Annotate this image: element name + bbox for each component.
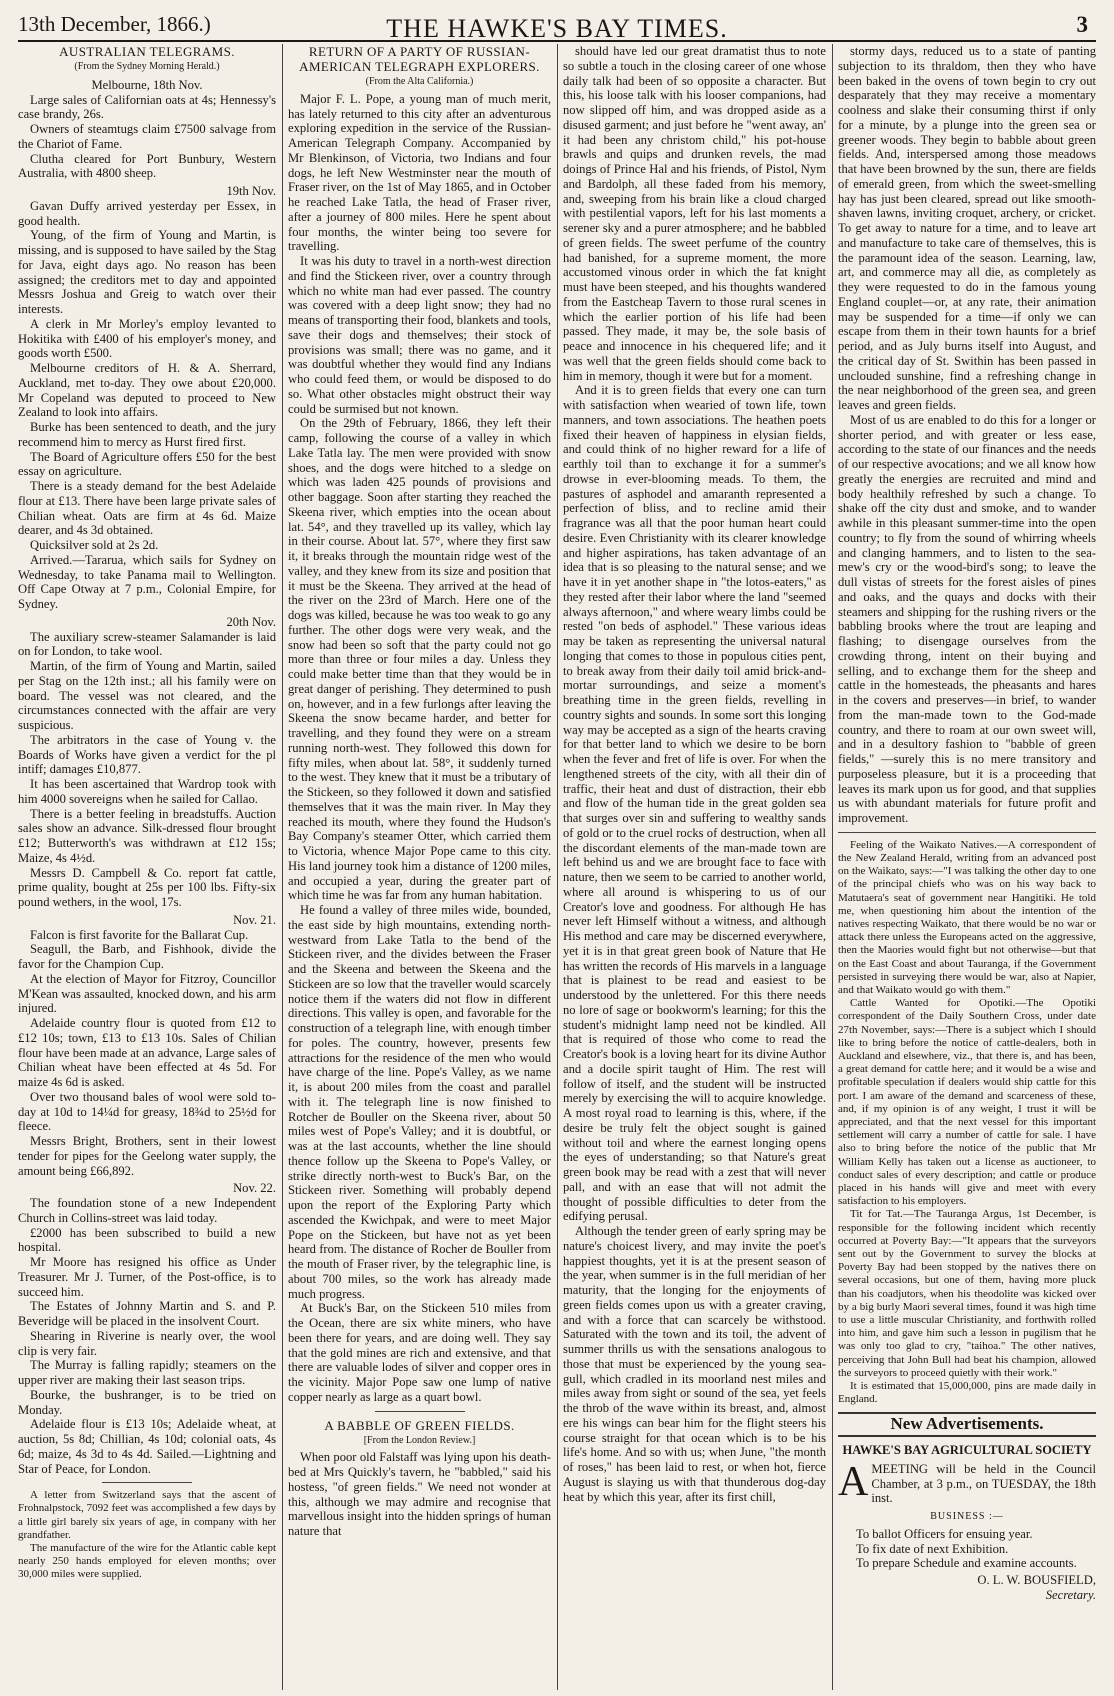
article-body — [838, 44, 1096, 826]
article-body — [563, 44, 826, 1504]
separator — [375, 1411, 465, 1412]
column-rule — [557, 44, 558, 1690]
paragraph: Melbourne creditors of H. & A. Sherrard, Auckland, met to-day. They owe about £20,000. Mr Copeland was deputed to proceed to New Zealand to look into affairs. — [18, 361, 276, 420]
paragraph: Gavan Duffy arrived yesterday per Essex, in good health. — [18, 198, 276, 228]
dateline: 20th Nov. — [226, 614, 276, 629]
signature-role: Secretary. — [1045, 1587, 1096, 1602]
paragraph: Tit for Tat.—The Tauranga Argus, 1st December, is responsible for the following incident which recently occurred at Poverty Bay:—"It appears that the surveyors sent out by the Government to survey the blocks at Poverty Bay had been stopped by the natives there on several occasions, but one of them, having more pluck than his coadjutors, when his theodolite was kicked over by a big burly Maori several times, found it was high time to use a little muscular Christianity, and forthwith rolled into him, and gave him such a lesson in pugilism that he was only too glad to cry, "taihoa." The other natives, perceiving that John Bull had beat his champion, allowed the surveyors to proceed quietly with their work." — [838, 1208, 1096, 1379]
signature: O. L. W. BOUSFIELD, — [977, 1573, 1096, 1588]
paragraph: To fix date of next Exhibition. — [856, 1541, 1009, 1556]
paragraph: Bourke, the bushranger, is to be tried on Monday. — [18, 1387, 276, 1417]
column-1 — [18, 44, 276, 1690]
paragraph: There is a better feeling in breadstuffs. Auction sales show an advance. Silk-dressed flour brought £12; Butterworth's was withdrawn at £12 15s; Maize, 4s 4½d. — [18, 806, 276, 865]
separator — [102, 1482, 192, 1483]
paragraph: Adelaide flour is £13 10s; Adelaide wheat, at auction, 5s 8d; Chillian, 4s 10d; colonial oats, 4s 6d; maize, 4s 3d to 4s 4d. Sailed.—Lightning and Star of Peace, for London. — [18, 1417, 276, 1476]
paragraph: stormy days, reduced us to a state of panting subjection to its thraldom, then they who have been baked in the ovens of town begin to cry out desparately that they may receive a momentary coolness and slake their consuming thirst if only for a minute, by a plunge into the green sea or greener woods. They begin to babble about green fields. And, interspersed among those meadows that have been browned by the sun, there are fields of emerald green, from which the sweet-smelling hay has just been cleared, spread out like smooth-shaven lawns, inviting croquet, archery, or cricket. To get away to nature for a time, and to leave art and manufacture to take care of themselves, this is the paramount idea of the season. Learning, law, art, and commerce may all die, as completely as they were requested to do in the famous young England couplet—or, at any rate, their animation may be suspended for a time—if only we can escape from them in their town haunts for a brief period, and as July burns itself into August, and the critical day of St. Swithin has been passed in unclouded sunshine, find a refreshing change in the near neighborhood of the green sea, and green leaves and green fields. — [838, 44, 1096, 412]
paragraph: Quicksilver sold at 2s 2d. — [30, 538, 159, 552]
paragraph: Owners of steamtugs claim £7500 salvage from the Chariot of Fame. — [18, 122, 276, 151]
column-4 — [838, 44, 1096, 1690]
paragraph: To ballot Officers for ensuing year. — [856, 1526, 1033, 1541]
article-heading: AUSTRALIAN TELEGRAMS. — [59, 44, 235, 59]
paragraph: Burke has been sentenced to death, and the jury recommend him to mercy as Hurst fired first. — [18, 420, 276, 449]
column-2 — [288, 44, 551, 1690]
advertisement-body — [838, 1458, 1096, 1603]
paragraph: Major F. L. Pope, a young man of much merit, has lately returned to this city after an adventurous exploring expedition in the service of the Russian-American Telegraph Company. Accompanied by Mr Blenkinson, of Victoria, two Indians and four dogs, he left New Westminster near the mouth of Fraser river, on the 1st of May 1865, and in October he reached Lake Tatla, the head of Fraser river, after a journey of 800 miles. Here he spent about four months, the winter being too severe for travelling. — [288, 91, 551, 254]
news-items — [18, 93, 276, 182]
dateline: Melbourne, 18th Nov. — [91, 77, 203, 92]
issue-date: 13th December, 1866.) — [18, 12, 211, 36]
paragraph: At the election of Mayor for Fitzroy, Councillor M'Kean was assaulted, knocked down, and his arm injured. — [18, 971, 276, 1016]
advertisements-banner: New Advertisements. — [838, 1412, 1096, 1437]
paragraph: The arbitrators in the case of Young v. the Boards of Works have given a verdict for the pl intiff; damages £10,877. — [18, 732, 276, 777]
paragraph: On the 29th of February, 1866, they left their camp, following the course of a valley in which Lake Tatla lay. The men were provided with snow shoes, and the dogs were hitched to a sledge on which was laden 425 pounds of provisions and other baggage. Soon after starting they reached the Skeena river, which empties into the ocean about lat. 54°, and they travelled up its valley, which lay in their course. About lat. 57°, where they first saw it, it breaks through the mountain ridge west of the valley, and they knew from its size and position that it must be the Skeena. They arrived at the head of the river on the 23rd of March. Here one of the dogs was killed, because he was too weak to go any further. The other dogs were very weak, and the snow had been so soft that the party could not go more than three or four miles a day. Unless they could make better time than that they would be in great danger of perishing. They determined to push on, however, and in a few furlongs after leaving the Skeena the snow became harder, and better for travelling, and they found they were on a stream running north-west. They followed this down for fifty miles, when about lat. 58°, it suddenly turned to the west. They knew that it must be a tributary of the Stickeen, so they followed it down and satisfied themselves that it was the main river. In May they reached its mouth, where they found the Hudson's Bay Company's steamer Otter, which carried them to Victoria, whence Major Pope came to this city. His land journey took him a distance of 1200 miles, and occupied a year, during the greater part of which time he was far from any human habitation. — [288, 416, 551, 903]
paragraph: Martin, of the firm of Young and Martin, sailed per Stag on the 12th inst.; all his family were on board. The vessel was not cleared, and the circumstances connected with the affair are very suspicious. — [18, 659, 276, 732]
paragraph: Mr Moore has resigned his office as Under Treasurer. Mr J. Turner, of the Post-office, is to succeed him. — [18, 1255, 276, 1299]
paragraph: Arrived.—Tararua, which sails for Sydney on Wednesday, to take Panama mail to Wellington. Off Cape Otway at 7 p.m., Colonial Empire, for Sydney. — [18, 552, 276, 611]
article-heading: A BABBLE OF GREEN FIELDS. — [324, 1417, 515, 1433]
separator — [838, 832, 1096, 833]
paragraph: At Buck's Bar, on the Stickeen 510 miles from the Ocean, there are six white miners, who have been there for years, and are doing well. They say that the gold mines are rich and extensive, and that there are valuable lodes of silver and copper ores in the vicinity. Major Pope saw one lump of native copper nearly as large as a quart bowl. — [288, 1301, 551, 1404]
dateline: Nov. 21. — [233, 912, 276, 927]
news-items — [18, 928, 276, 1179]
paragraph: The manufacture of the wire for the Atlantic cable kept nearly 250 hands employed for eleven months; over 30,000 miles were supplied. — [18, 1542, 276, 1581]
advertisement-text: MEETING will be held in the Council Chamber, at 3 p.m., on TUESDAY, the 18th inst. — [871, 1461, 1096, 1506]
brief-notes — [838, 839, 1096, 1407]
column-rule — [282, 44, 283, 1690]
paragraph: It is estimated that 15,000,000, pins are made daily in England. — [838, 1380, 1096, 1406]
business-items — [838, 1527, 1096, 1571]
business-label: BUSINESS :— — [930, 1511, 1004, 1523]
page-number: 3 — [1076, 12, 1088, 37]
dateline: Nov. 22. — [233, 1181, 276, 1196]
paragraph: Although the tender green of early spring may be nature's choicest livery, and may invite the poet's happiest thoughts, yet it is at the present season of the year, when summer is in the full meridian of her maturity, that the longing for the enjoyments of green fields comes upon us with a greater craving, and with a force that can scarcely be withstood. Saturated with the town and its toil, the advent of summer thrills us with the sensations analogous to those that must be experienced by the young sea-gull, which cradled in its moorland nest miles and miles away from sight or sound of the sea, yet feels the throb of the wave within its breast, and, almost ere his wings can bear him for the flight steers his course straight for that ocean which is to be his life's home. And so with us; when June, "the month of roses," has been laid to rest, or when hot, fierce August is slaying us with that thunderous dog-day heat by which this year, after its first chill, — [563, 1224, 826, 1504]
news-items — [18, 199, 276, 612]
paragraph: The foundation stone of a new Independent Church in Collins-street was laid today. — [18, 1196, 276, 1225]
column-3 — [563, 44, 826, 1690]
paragraph: Cattle Wanted for Opotiki.—The Opotiki correspondent of the Daily Southern Cross, under date 27th November, says:—There is a subject which I should like to bring before the notice of cattle-dealers, both in Auckland and elsewhere, viz., that there is, and has been, a great demand for cattle here; and it would be a wise and profitable speculation if dealers would ship cattle for this port. I am aware of the demand and scarceness of these, and, if my opinion is of any weight, I trust it will be appreciated, and that the next vessel for this important settlement will carry a number of cattle for sale. I have also to bring before the notice of the public that Mr William Kelly has taken out a license as auctioneer, to conduct sales of every description; and cattle or produce placed in his hands will give and meet with every satisfaction to his employers. — [838, 997, 1096, 1208]
paragraph: Young, of the firm of Young and Martin, is missing, and is supposed to have sailed by the Stag for Java, eight days ago. No reason has been assigned; the creditors met to day and appointed Messrs Joshua and Greig to watch over their interests. — [18, 228, 276, 316]
paragraph: Feeling of the Waikato Natives.—A correspondent of the New Zealand Herald, writing from an advanced post on the Waikato, says:—"I was talking the other day to one of the principal chiefs who was on his way back to Matutaera's seat of government near Hangitiki. He told me, when questioning him about the intention of the natives respecting Waikato, that there would be no war or attack there unless the Europeans acted on the aggressive, then the Maories would fight but not otherwise—but that on the East Coast and about Tauranga, if the Government persisted in surveying there would be war, also at Napier, and that Waikato would go with them." — [838, 838, 1096, 996]
article-source: [From the London Review.] — [363, 1434, 476, 1446]
paragraph: There is a steady demand for the best Adelaide flour at £13. There have been large private sales of Chilian wheat. Oats are firm at 4s 6d. Maize dearer, and 4s 3d obtained. — [18, 479, 276, 538]
article-body — [288, 92, 551, 1405]
paragraph: Large sales of Californian oats at 4s; Hennessy's case brandy, 26s. — [18, 92, 276, 122]
paragraph: The Estates of Johnny Martin and S. and P. Beveridge will be placed in the insolvent Court. — [18, 1299, 276, 1328]
newspaper-title: THE HAWKE'S BAY TIMES. — [386, 14, 728, 43]
drop-cap: A — [838, 1458, 869, 1505]
paragraph: A letter from Switzerland says that the ascent of Frohnalpstock, 7092 feet was accomplished a few days by a little girl barely six years of age, in company with her grandfather. — [18, 1489, 276, 1541]
paragraph: Seagull, the Barb, and Fishhook, divide the favor for the Champion Cup. — [18, 942, 276, 971]
paragraph: The auxiliary screw-steamer Salamander is laid on for London, to take wool. — [18, 629, 276, 659]
paragraph: Falcon is first favorite for the Ballarat Cup. — [30, 927, 249, 942]
dateline: 19th Nov. — [226, 184, 276, 198]
news-items — [18, 630, 276, 910]
paragraph: A clerk in Mr Morley's employ levanted to Hokitika with £400 of his employer's money, and goods worth £500. — [18, 316, 276, 361]
paragraph: The Murray is falling rapidly; steamers on the upper river are making their last season trips. — [18, 1358, 276, 1387]
paragraph: To prepare Schedule and examine accounts. — [856, 1556, 1077, 1571]
paragraph: Messrs D. Campbell & Co. report fat cattle, prime quality, bought at 25s per 100 lbs. Fifty-six pound wethers, in the wool, 17s. — [18, 865, 276, 909]
paragraph: should have led our great dramatist thus to note so subtle a touch in the closing career of one whose daily talk had been of so opposite a character. But this, his loose talk with his looser companions, had now slipped off him, and was dropped aside as a disused garment; and just before he "went away, an' it had been any christom child," his pot-house brawls and quips and drunken revels, the mad doings of Prince Hal and his friends, of Pistol, Nym and Bardolph, all these faded from his memory, and, sweeping from his brain like a cloud charged with pestilential vapors, left for his last moments a serener sky and a purer atmosphere; and he babbled of green fields. The sweet perfume of the country had banished, for a supreme moment, the more accustomed vinous order in which the fat knight must have been steeped, and his thoughts wandered from the Eastcheap Tavern to those rural scenes in which the earlier portion of his life had been passed. They made, it may be, the sole basis of peace and innocence in his chequered life; and it was well that the green fields should come back to him in memory, though it were but for a moment. — [563, 44, 826, 383]
article-body — [288, 1450, 551, 1539]
paragraph: Shearing in Riverine is nearly over, the wool clip is very fair. — [18, 1328, 276, 1358]
article-heading: RETURN OF A PARTY OF RUSSIAN-AMERICAN TELEGRAPH EXPLORERS. — [299, 44, 540, 74]
masthead — [18, 6, 1096, 42]
paragraph: £2000 has been subscribed to build a new hospital. — [18, 1225, 276, 1255]
paragraph: Over two thousand bales of wool were sold to-day at 10d to 14¼d for greasy, 18¾d to 25½d for fleece. — [18, 1089, 276, 1134]
advertisement-heading: HAWKE'S BAY AGRICULTURAL SOCIETY — [842, 1443, 1092, 1458]
paragraph: Messrs Bright, Brothers, sent in their lowest tender for pipes for the Geelong water supply, the amount being £66,892. — [18, 1134, 276, 1178]
news-items — [18, 1196, 276, 1476]
paragraph: It has been ascertained that Wardrop took with him 4000 sovereigns when he sailed for Callao. — [18, 777, 276, 806]
paragraph: Adelaide country flour is quoted from £12 to £12 10s; town, £13 to £13 10s. Sales of Chilian flour have been made at an advance, Large sales of Chilian wheat have been effected at 4s 5d. For maize 4s 6d is asked. — [18, 1016, 276, 1089]
brief-notes — [18, 1489, 276, 1581]
paragraph: It was his duty to travel in a north-west direction and find the Stickeen river, over a country through which no white man had ever passed. The country was covered with a deep light snow; they had no means of transporting their food, blankets and tools, save their dogs and themselves; their stock of provisions was small; there was no game, and it was doubtful whether they would find any Indians who could feed them, or would be disposed to do so. What other obstacles might obstruct their way could be surmised but not known. — [288, 254, 551, 416]
paragraph: He found a valley of three miles wide, bounded, the east side by high mountains, extending north-westward from Lake Tatla to the bend of the Stickeen river, and the divides between the Fraser and the Skeena and between the Skeena and the Stickeen are so low that the traveller would scarcely notice them if the waters did not flow in different directions. This valley is open, and favorable for the construction of a telegraph line, with enough timber for poles. The country, however, presents few attractions for the residence of the men who would have charge of the line. Pope's Valley, as we name it, is about 200 miles from the coast and parallel with it. The telegraph line is now finished to Rotcher de Bouller on the Skeena river, about 50 miles west of Pope's Valley; and it is doubtful, or was at the last accounts, whether the line should thence follow up the Skeena to Pope's Valley, or strike directly north-west to Buck's Bar, on the Stickeen river. Something will probably depend upon the report of the Exploring Party which ascended the Kwichpak, and were to meet Major Pope on the Stickeen, but have not as yet been heard from. The distance of Rocher de Bouller from the mouth of Fraser river, by the telegraphic line, is about 700 miles, so the work has already made much progress. — [288, 903, 551, 1301]
paragraph: The Board of Agriculture offers £50 for the best essay on agriculture. — [18, 449, 276, 479]
paragraph: And it is to green fields that every one can turn with satisfaction when wearied of town life, town manners, and town associations. The heathen poets fixed their heaven of happiness in elysian fields, and could think of no higher reward for a life of earthly toil than to exchange it for a summer's drowse in ever-blooming meads. To them, the pastures of asphodel and amaranth represented a perfection of bliss, and to recline amid their fragrance was all that the poor human heart could desire. Even Christianity with its clearer knowledge and higher aspirations, has taken advantage of an idea that is so pleasing to the natural sense; and we have it in yet another shape in "the lotos-eaters," as they rested after their labor where the land "seemed always afternoon," and where weary limbs could be rested "on beds of asphodel." These various ideas may be taken as representing the universal natural longing that comes to those in populous cities pent, to break away from their daily toil amid brick-and-mortar surroundings, and seize a moment's breathing time in the green fields, revelling in country sights and sounds. In some sort this longing way may be accepted as a sign of the hearts craving for that better land to which we desire to be born when the fever and fret of life is over. For when the lengthened streets of the city, with all their din of traffic, their heat and dust of distraction, their ebb and flow of the human tide in the great golden sea that surges over sin and suffering to wealthy sands of gold or to the cruel rocks of destruction, when all the discordant elements of the man-made town are left behind us and we are brought face to face with nature, then we seem to be carried to another world, where all around is whispering to us of our Creator's love and goodness. For although He has never left Himself without a witness, and although His method and care may be discerned everywhere, yet it is in that great green book of Nature that He has written the records of His marvels in a language that is plainest to be read and easiest to be understood by the unlettered. For this there needs no lore of sage or bookworm's learning; for this the student's midnight lamp need not be kindled. All that is required of those who come to read the Creator's book is a loving heart for its divine Author and a docile spirit taught of Him. The rest will follow of itself, and the student will be instructed merely by exercising the will to acquire knowledge. A most royal road to learning is this, where, if the desire be truly felt the object sought is gained without toil and where the earnest longing opens the eyes of understanding; so that Nature's great green book may be read with a zest that will never pall, and with an ease that will not admit the thought of possible difficulties to deter from the edifying perusal. — [563, 383, 826, 1224]
paragraph: When poor old Falstaff was lying upon his death-bed at Mrs Quickly's tavern, he "babbled," said his hostess, "of green fields." We need not wonder at this, although we may admire and recognise that marvellous insight into the hidden springs of human nature that — [288, 1450, 551, 1538]
paragraph: Most of us are enabled to do this for a longer or shorter period, and with greater or less ease, according to the state of our finances and the needs of our respective avocations; and we all know how greatly the energies are recruited and mind and body healthily refreshed by such a change. To shake off the city dust and smoke, and to wander awhile in this pleasant summer-time into the open country; to fly from the sound of whirring wheels and clanging hammers, and to listen to the sea-mew's cry or the wood-bird's song; to leave the dull vistas of streets for the forest aisles of pines and oaks, and the quays and docks with their steamers and shipping for the rushing rivers or the babbling brooks where the trout are leaping and flashing; to disengage ourselves from the crowding throng, intent on their buying and selling, and to exchange them for the sheep and cattle in the homesteads, the pheasants and hares in the covers and preserves—in brief, to wander from the man-made town to the God-made country, and there to roam at our own sweet will, and in a desultory fashion to "babble of green fields," —surely this is no mere transitory and purposeless pleasure, but it is a proceeding that leaves its mark upon us for good, and that supplies us with abundant materials for future profit and improvement. — [838, 412, 1096, 825]
column-rule — [832, 44, 833, 1690]
article-source: (From the Sydney Morning Herald.) — [74, 61, 220, 72]
article-source: (From the Alta California.) — [365, 76, 474, 87]
paragraph: Clutha cleared for Port Bunbury, Western Australia, with 4800 sheep. — [18, 151, 276, 181]
